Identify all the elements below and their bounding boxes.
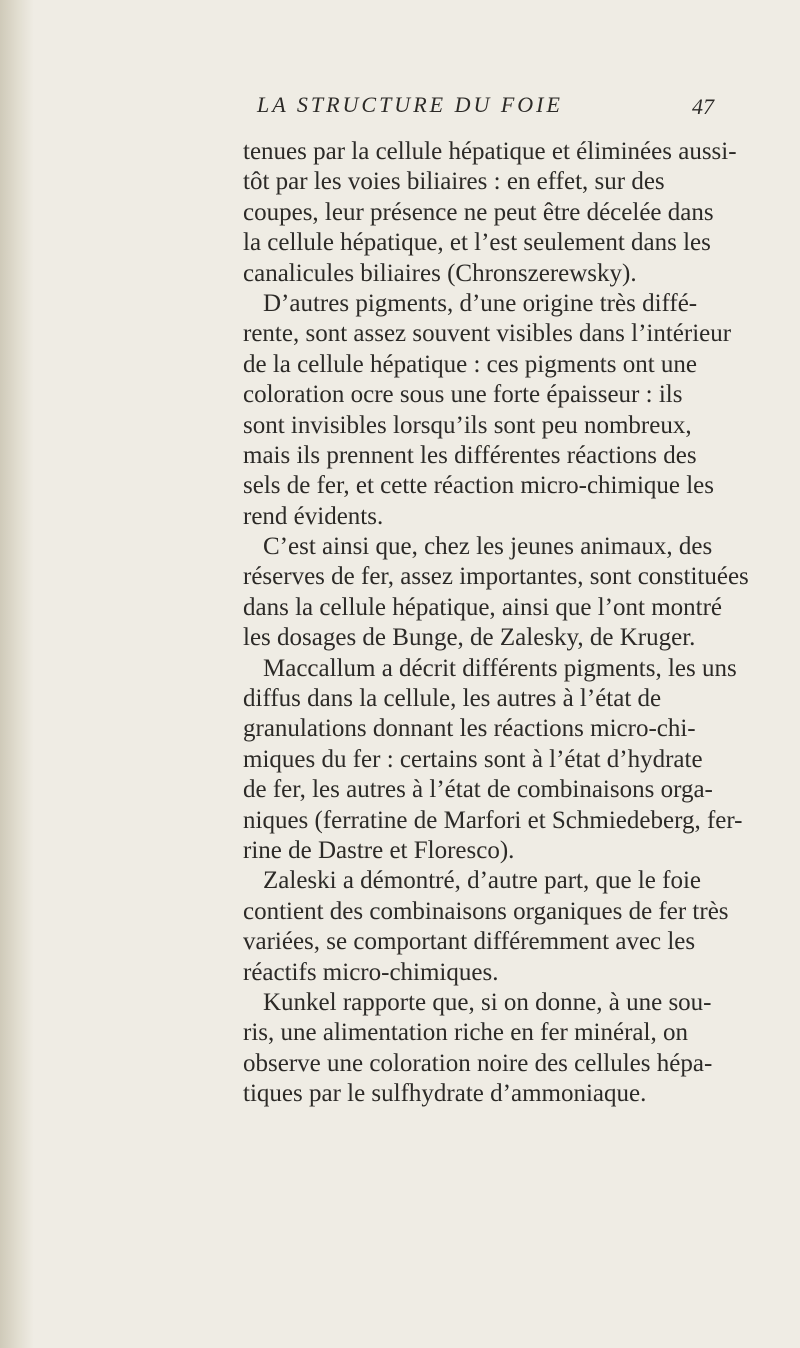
text-line: niques (ferratine de Marfori et Schmiedeberg, fer- — [243, 806, 743, 834]
text-line: ris, une alimentation riche en fer minéral, on — [243, 1019, 688, 1047]
text-line: granulations donnant les réactions micro-chi- — [243, 715, 696, 743]
text-line: Maccallum a décrit différents pigments, les uns — [263, 654, 737, 682]
text-line: dans la cellule hépatique, ainsi que l’ont montré — [243, 593, 723, 621]
body-text — [243, 137, 749, 1110]
paragraph — [243, 866, 729, 988]
paragraph — [243, 654, 743, 867]
text-line: réactifs micro-chimiques. — [243, 958, 499, 986]
text-line: Kunkel rapporte que, si on donne, à une sou- — [263, 988, 712, 1016]
text-line: rend évidents. — [243, 502, 384, 530]
text-line: rine de Dastre et Floresco). — [243, 836, 515, 864]
text-line: de fer, les autres à l’état de combinaisons orga- — [243, 776, 713, 804]
text-line: coupes, leur présence ne peut être décelée dans — [243, 198, 714, 226]
text-line: sels de fer, et cette réaction micro-chimique les — [243, 472, 715, 500]
text-line: diffus dans la cellule, les autres à l’état de — [243, 685, 662, 713]
text-line: contient des combinaisons organiques de fer très — [243, 897, 729, 925]
text-line: coloration ocre sous une forte épaisseur : ils — [243, 381, 683, 409]
text-line: de la cellule hépatique : ces pigments ont une — [243, 350, 698, 378]
paragraph — [243, 137, 737, 289]
text-line: les dosages de Bunge, de Zalesky, de Kruger. — [243, 624, 696, 652]
text-line: la cellule hépatique, et l’est seulement dans les — [243, 229, 711, 257]
text-line: D’autres pigments, d’une origine très diffé- — [263, 289, 698, 317]
running-title: LA STRUCTURE DU FOIE — [257, 92, 563, 117]
text-line: canalicules biliaires (Chronszerewsky). — [243, 259, 637, 287]
paragraph — [243, 532, 749, 654]
text-line: Zaleski a démontré, d’autre part, que le foie — [263, 867, 702, 895]
text-line: sont invisibles lorsqu’ils sont peu nombreux, — [243, 411, 692, 439]
text-line: rente, sont assez souvent visibles dans l’intérieur — [243, 320, 732, 348]
paragraph — [243, 988, 723, 1110]
text-line: observe une coloration noire des cellules hépa- — [243, 1049, 713, 1077]
text-line: réserves de fer, assez importantes, sont constituées — [243, 563, 749, 591]
text-line: tenues par la cellule hépatique et éliminées aussi- — [243, 138, 737, 165]
text-line: tiques par le sulfhydrate d’ammoniaque. — [243, 1080, 647, 1108]
page-number: 47 — [692, 94, 714, 119]
text-line: C’est ainsi que, chez les jeunes animaux, des — [263, 533, 713, 561]
text-line: miques du fer : certains sont à l’état d’hydrate — [243, 745, 703, 773]
text-line: variées, se comportant différemment avec les — [243, 928, 696, 956]
paragraph — [243, 289, 732, 532]
text-line: tôt par les voies biliaires : en effet, sur des — [243, 168, 665, 196]
text-line: mais ils prennent les différentes réactions des — [243, 441, 697, 469]
